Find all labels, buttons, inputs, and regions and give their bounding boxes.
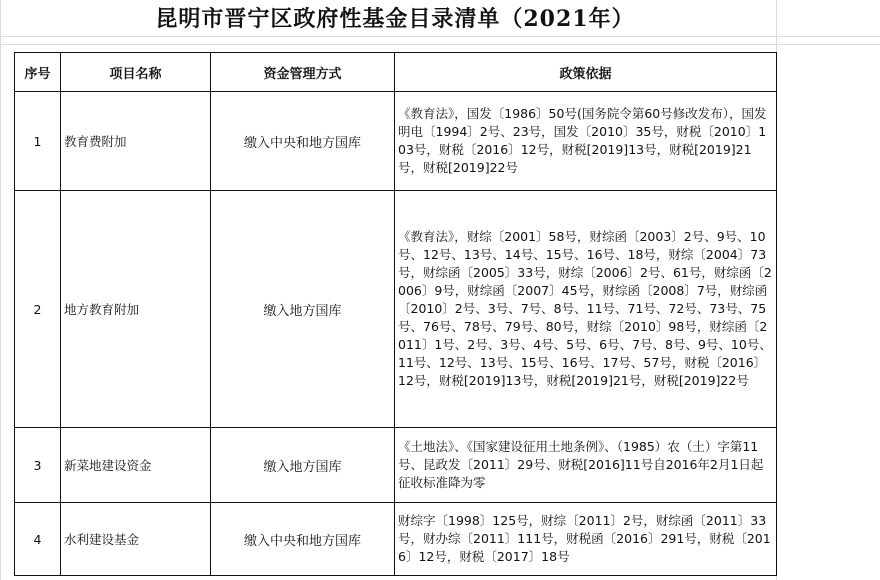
row-no: 4 bbox=[15, 503, 61, 576]
header-no: 序号 bbox=[15, 53, 61, 92]
row-method: 缴入中央和地方国库 bbox=[211, 503, 395, 576]
sheet-gridline bbox=[0, 36, 880, 37]
table-row bbox=[15, 191, 777, 428]
header-method: 资金管理方式 bbox=[211, 53, 395, 92]
row-name: 教育费附加 bbox=[61, 92, 211, 191]
row-method: 缴入地方国库 bbox=[211, 428, 395, 503]
sheet-gridline bbox=[0, 44, 880, 45]
row-no: 3 bbox=[15, 428, 61, 503]
row-basis: 《教育法》，国发〔1986〕50号(国务院令第60号修改发布），国发明电〔1994〕2号、23号，国发〔2010〕35号，财税〔2010〕103号，财税〔2016〕12号，财税[2019]13号，财税[2019]21号，财税[2019]22号 bbox=[395, 92, 777, 191]
row-no: 1 bbox=[15, 92, 61, 191]
row-basis: 《土地法》、《国家建设征用土地条例》、（1985）农（土）字第11号、昆政发〔2011〕29号、财税[2016]11号自2016年2月1日起征收标准降为零 bbox=[395, 428, 777, 503]
row-name: 新菜地建设资金 bbox=[61, 428, 211, 503]
row-method: 缴入中央和地方国库 bbox=[211, 92, 395, 191]
row-basis: 财综字〔1998〕125号，财综〔2011〕2号，财综函〔2011〕33号，财办综〔2011〕111号，财税函〔2016〕291号，财税〔2016〕12号，财税〔2017〕18号 bbox=[395, 503, 777, 576]
fund-catalog-table bbox=[14, 52, 777, 576]
document-title: 昆明市晋宁区政府性基金目录清单（2021年） bbox=[155, 6, 635, 32]
header-name: 项目名称 bbox=[61, 53, 211, 92]
table-row bbox=[15, 428, 777, 503]
row-no: 2 bbox=[15, 191, 61, 428]
table-header-row bbox=[15, 53, 777, 92]
row-basis: 《教育法》，财综〔2001〕58号，财综函〔2003〕2号、9号、10号、12号、13号、14号、15号、16号、18号，财综〔2004〕73号，财综函〔2005〕33号，财综〔2006〕2号、61号，财综函〔2006〕9号，财综函〔2007〕45号，财综函〔2008〕7号，财综函〔2010〕2号、3号、7号、8号、11号、71号、72号、73号、75号、76号、78号、79号、80号，财综〔2010〕98号，财综函〔2011〕1号、2号、3号、4号、5号、6号、7号、8号、9号、10号、11号、12号、13号、15号、16号、17号、57号，财税〔2016〕12号，财税[2019]13号，财税[2019]21号，财税[2019]22号 bbox=[395, 191, 777, 428]
table-row bbox=[15, 92, 777, 191]
table-row bbox=[15, 503, 777, 576]
header-basis: 政策依据 bbox=[395, 53, 777, 92]
row-name: 地方教育附加 bbox=[61, 191, 211, 428]
row-name: 水利建设基金 bbox=[61, 503, 211, 576]
row-method: 缴入地方国库 bbox=[211, 191, 395, 428]
